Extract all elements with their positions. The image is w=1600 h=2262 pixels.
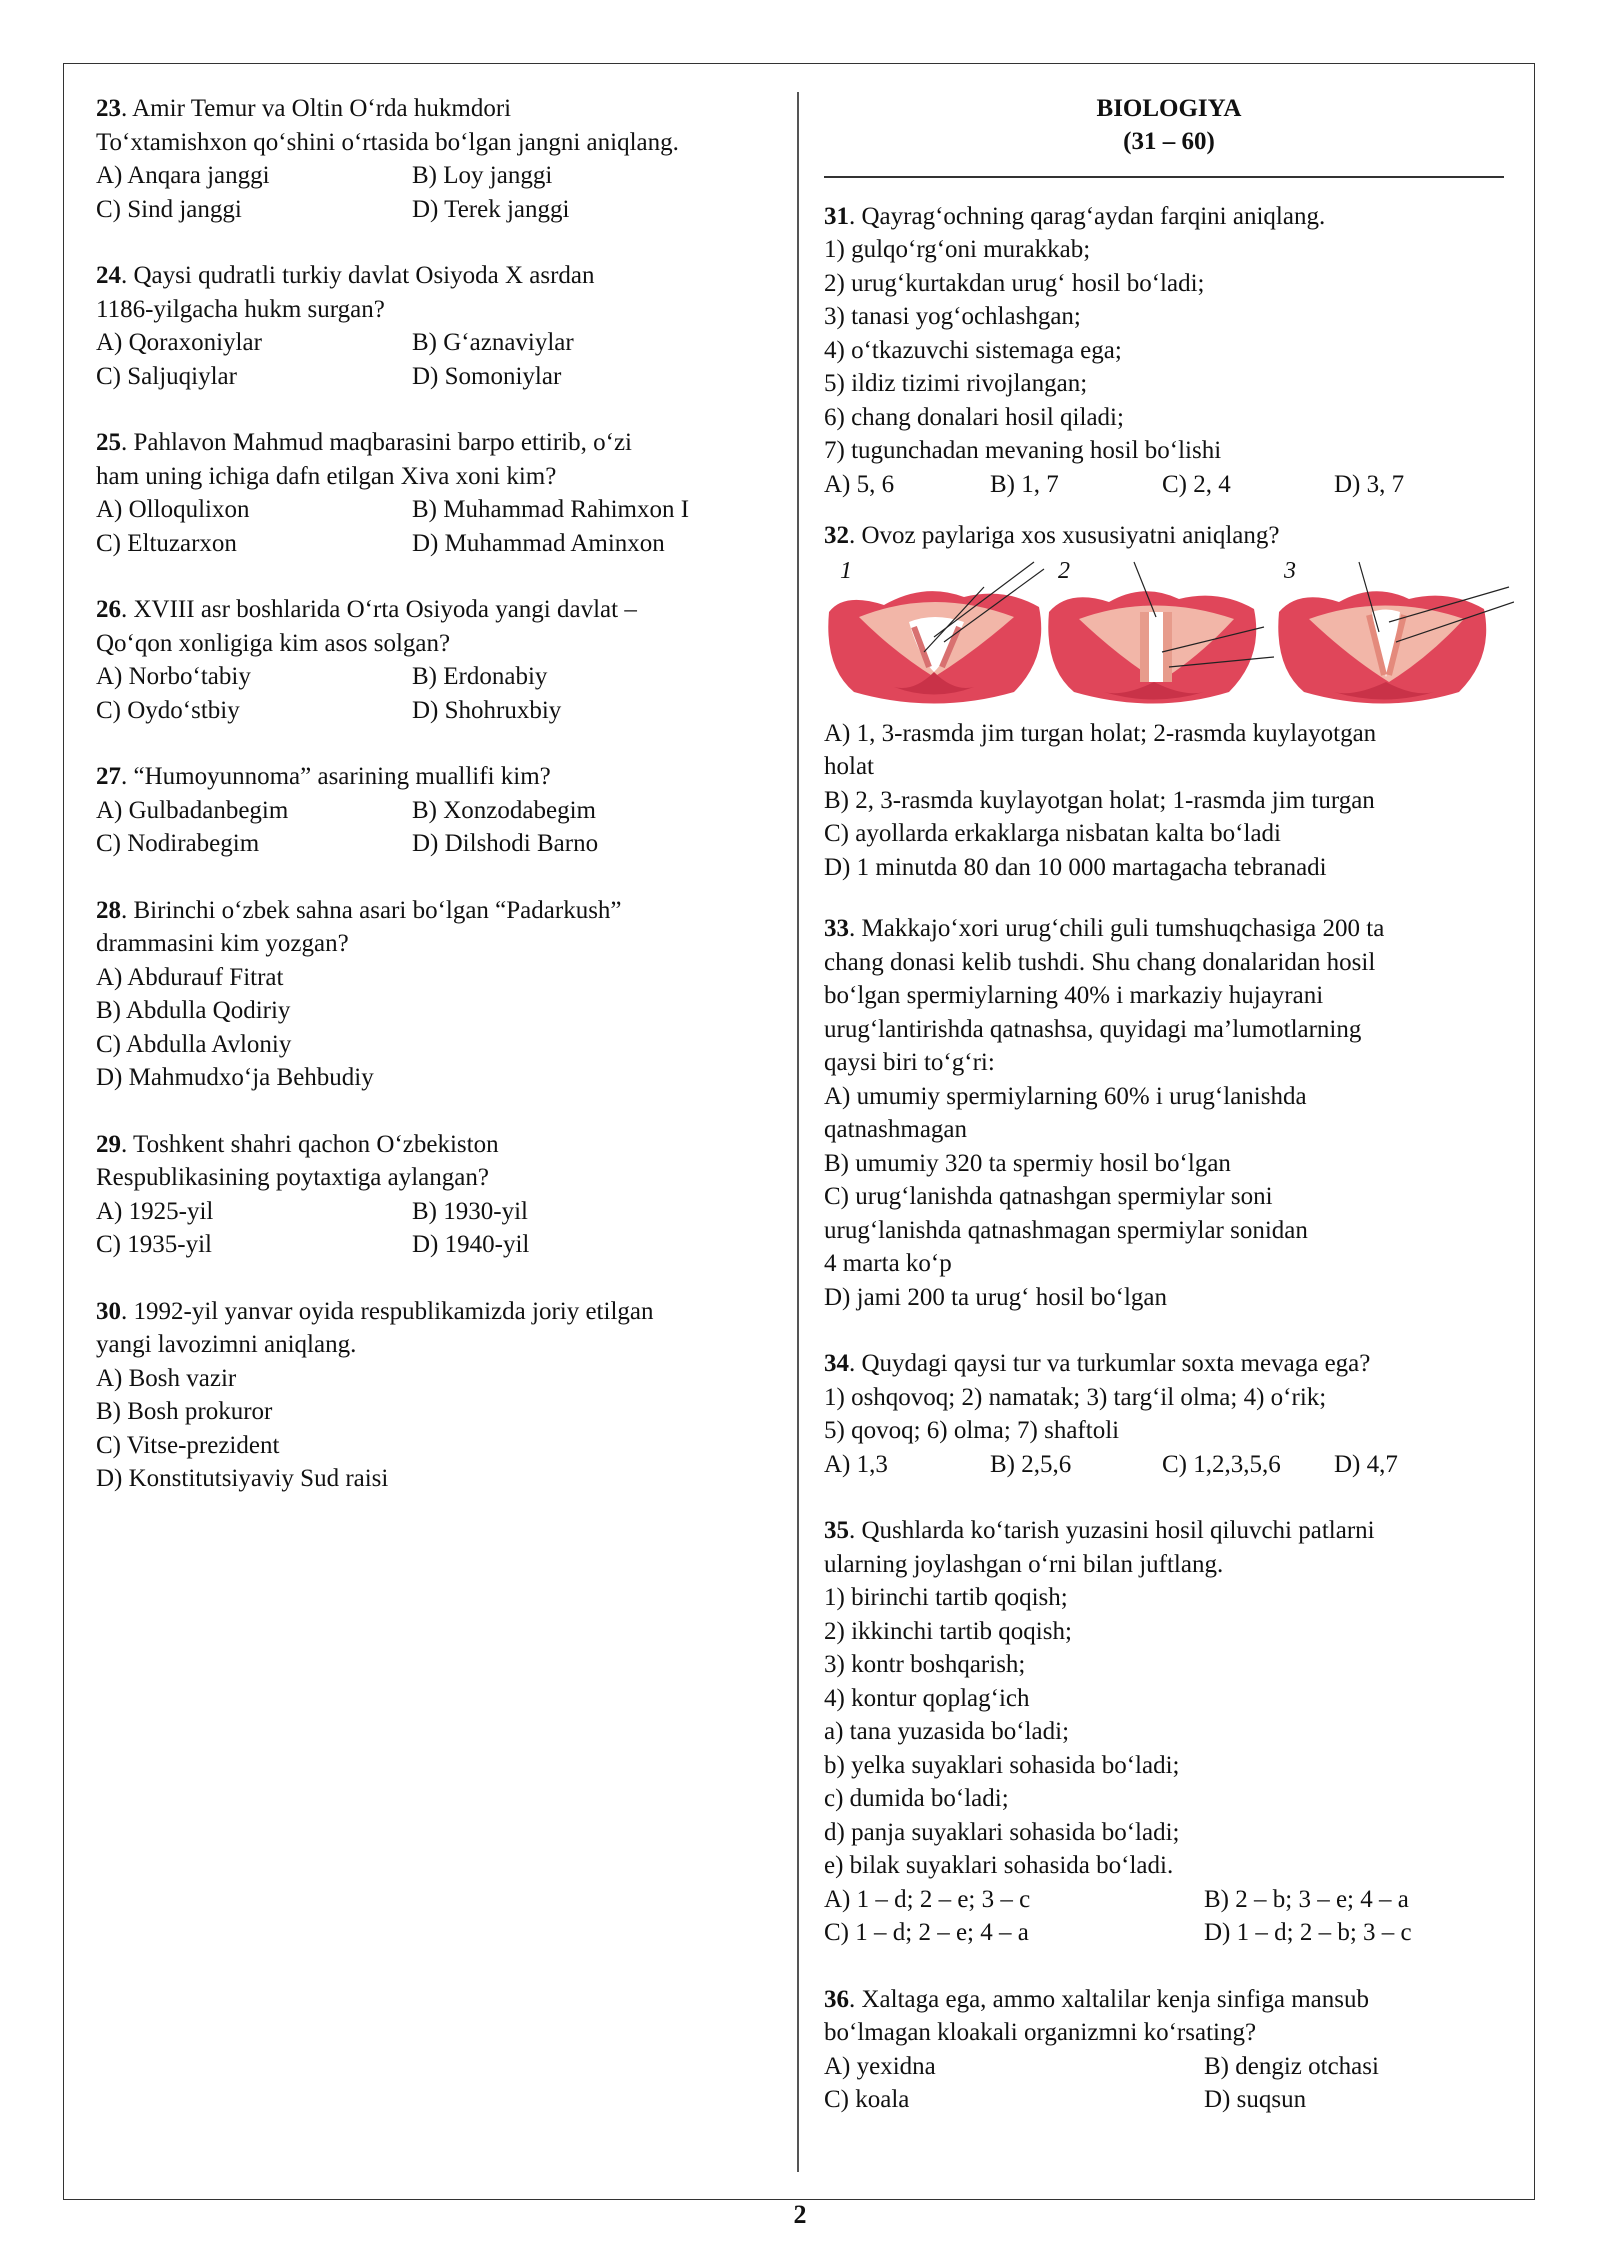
question-32: 32. Ovoz paylariga xos xususiyatni aniqlang? 1 2 3 A) 1, 3-rasmda jim turgan holat; 2-rasmda kuylayotgan holat B) 2, 3-rasmda kuylayotgan holat; 1-rasmda jim turgan C) ayollarda erkaklarga nisbatan kalta bo‘ladi D) 1 minutda 80 dan 10 000 martagacha tebranadi: [824, 519, 1514, 884]
answer-option: B) Bosh prokuror: [96, 1398, 273, 1425]
answer-options: [824, 468, 1514, 502]
answer-option: D) suqsun: [1204, 2086, 1307, 2113]
question-text-line: urug‘lantirishda qatnashsa, quyidagi ma’lumotlarning: [824, 1015, 1362, 1043]
answer-option: B) umumiy 320 ta spermiy hosil bo‘lgan: [824, 1149, 1231, 1177]
answer-option: B) 1930-yil: [412, 1197, 528, 1225]
answer-option: B) Loy janggi: [412, 162, 553, 189]
question-24: [96, 259, 786, 393]
question-text-line: Qo‘qon xonligiga kim asos solgan?: [96, 629, 451, 657]
answer-item: 1) oshqovoq; 2) namatak; 3) targ‘il olma; 4) o‘rik;: [824, 1383, 1327, 1411]
answer-option: A) umumiy spermiylarning 60% i urug‘lanishda: [824, 1082, 1307, 1110]
answer-item: 5) qovoq; 6) olma; 7) shaftoli: [824, 1417, 1120, 1444]
answer-option: C) ayollarda erkaklarga nisbatan kalta bo‘ladi: [824, 820, 1281, 847]
answer-option: D) Konstitutsiyaviy Sud raisi: [96, 1465, 389, 1492]
answer-option: D) Mahmudxo‘ja Behbudiy: [96, 1064, 374, 1091]
figure-label-1: 1: [840, 557, 852, 584]
answer-options: [824, 717, 1514, 885]
answer-option: A) Olloqulixon: [96, 496, 250, 523]
question-number: 33: [824, 915, 849, 942]
column-divider: [797, 92, 799, 2172]
question-text-line: 30. 1992-yil yanvar oyida respublikamizda joriy etilgan: [96, 1297, 654, 1325]
answer-option: B) 2,5,6: [990, 1450, 1072, 1478]
answer-option: D) 1 – d; 2 – b; 3 – c: [1204, 1919, 1412, 1946]
question-number: 23: [96, 95, 121, 122]
answer-options: [96, 493, 786, 560]
question-text-line: To‘xtamishxon qo‘shini o‘rtasida bo‘lgan jangni aniqlang.: [96, 128, 679, 156]
question-29: [96, 1128, 786, 1262]
question-text: Ovoz paylariga xos xususiyatni aniqlang?: [861, 522, 1280, 549]
question-text-line: ham uning ichiga dafn etilgan Xiva xoni kim?: [96, 462, 557, 490]
question-text-line: drammasini kim yozgan?: [96, 930, 349, 957]
answer-options: [96, 660, 786, 727]
answer-option: C) koala: [824, 2086, 910, 2113]
question-28: [96, 894, 786, 1095]
question-text: [96, 426, 786, 493]
question-number: 32: [824, 522, 849, 549]
question-number: 31: [824, 202, 849, 230]
question-number: 30: [96, 1297, 121, 1325]
answer-option: B) G‘aznaviylar: [412, 329, 574, 356]
answer-options: [824, 1883, 1514, 1950]
question-number: 35: [824, 1517, 849, 1544]
answer-options: [824, 1080, 1514, 1315]
answer-item: d) panja suyaklari sohasida bo‘ladi;: [824, 1818, 1180, 1846]
answer-item: 1) gulqo‘rg‘oni murakkab;: [824, 236, 1091, 263]
header-rule: [824, 176, 1504, 178]
question-text: [96, 1128, 786, 1195]
answer-option: C) urug‘lanishda qatnashgan spermiylar soni: [824, 1183, 1273, 1210]
answer-option: urug‘lanishda qatnashmagan spermiylar sonidan: [824, 1216, 1308, 1244]
question-text-line: 23. Amir Temur va Oltin O‘rda hukmdori: [96, 95, 512, 122]
question-35: [824, 1514, 1514, 1950]
answer-option: B) dengiz otchasi: [1204, 2052, 1379, 2080]
question-text: [96, 92, 786, 159]
question-text-line: qaysi biri to‘g‘ri:: [824, 1049, 995, 1076]
answer-item: c) dumida bo‘ladi;: [824, 1785, 1009, 1812]
section-range: (31 – 60): [1123, 128, 1215, 155]
vocal-cords-figure: [824, 557, 1514, 707]
question-number: 26: [96, 596, 121, 623]
right-column: [824, 92, 1514, 2150]
answer-option: C) 2, 4: [1162, 470, 1231, 498]
answer-option: qatnashmagan: [824, 1116, 968, 1143]
answer-option: B) Xonzodabegim: [412, 796, 596, 824]
answer-option: C) Nodirabegim: [96, 830, 260, 857]
answer-option: D) 1 minutda 80 dan 10 000 martagacha tebranadi: [824, 853, 1327, 881]
answer-option: D) 1940-yil: [412, 1231, 530, 1258]
larynx-image-3: [1278, 562, 1514, 704]
answer-option: B) 1, 7: [990, 470, 1059, 498]
question-number: 27: [96, 763, 121, 790]
answer-options: [96, 326, 786, 393]
answer-option: A) Qoraxoniylar: [96, 329, 262, 356]
question-30: [96, 1295, 786, 1496]
history-questions: [96, 92, 786, 1496]
question-text-line: 33. Makkajo‘xori urug‘chili guli tumshuqchasiga 200 ta: [824, 915, 1385, 942]
answer-option: C) 1935-yil: [96, 1231, 212, 1258]
answer-item: 4) kontur qoplag‘ich: [824, 1684, 1030, 1712]
answer-option: D) Shohruxbiy: [412, 696, 562, 724]
answer-options: [96, 1195, 786, 1262]
answer-option: holat: [824, 753, 874, 780]
answer-item: 2) urug‘kurtakdan urug‘ hosil bo‘ladi;: [824, 269, 1205, 297]
question-text: [96, 894, 786, 961]
answer-option: B) Abdulla Qodiriy: [96, 997, 291, 1024]
answer-option: A) Norbo‘tabiy: [96, 663, 251, 690]
question-text-line: 25. Pahlavon Mahmud maqbarasini barpo ettirib, o‘zi: [96, 429, 632, 456]
question-text-line: chang donasi kelib tushdi. Shu chang donalaridan hosil: [824, 948, 1376, 976]
answer-option: A) 1, 3-rasmda jim turgan holat; 2-rasmda kuylayotgan: [824, 719, 1377, 747]
answer-option: C) Vitse-prezident: [96, 1431, 280, 1459]
question-text: [96, 760, 786, 794]
answer-option: A) 5, 6: [824, 470, 895, 498]
question-36: [824, 1983, 1514, 2117]
answer-item: 3) kontr boshqarish;: [824, 1651, 1026, 1678]
answer-option: A) Anqara janggi: [96, 162, 270, 189]
answer-item: e) bilak suyaklari sohasida bo‘ladi.: [824, 1852, 1174, 1879]
answer-item: 6) chang donalari hosil qiladi;: [824, 403, 1124, 431]
question-27: [96, 760, 786, 861]
question-text-line: 24. Qaysi qudratli turkiy davlat Osiyoda X asrdan: [96, 262, 595, 289]
answer-option: A) Gulbadanbegim: [96, 796, 289, 824]
left-column: [96, 92, 786, 1529]
figure-label-3: 3: [1284, 557, 1296, 584]
answer-option: D) Somoniylar: [412, 362, 562, 390]
question-25: [96, 426, 786, 560]
answer-option: D) Terek janggi: [412, 195, 570, 223]
section-title: BIOLOGIYA: [1096, 95, 1242, 122]
question-number: 29: [96, 1130, 121, 1158]
question-text: [96, 593, 786, 660]
question-31: 31. Qayrag‘ochning qarag‘aydan farqini aniqlang. 1) gulqo‘rg‘oni murakkab; 2) urug‘kurtakdan urug‘ hosil bo‘ladi; 3) tanasi yog‘ochlashgan; 4) o‘tkazuvchi sistemaga ega; 5) ildiz tizimi rivojlangan; 6) chang donalari hosil qiladi; 7) tugunchadan mevaning hosil bo‘lishi A) 5, 6 B) 1, 7 C) 2, 4 D) 3, 7: [824, 200, 1514, 502]
question-text-line: bo‘lgan spermiylarning 40% i markaziy hujayrani: [824, 982, 1324, 1009]
answer-option: D) 4,7: [1334, 1450, 1398, 1478]
question-text: [96, 1295, 786, 1362]
question-text: Quydagi qaysi tur va turkumlar soxta mevaga ega?: [861, 1350, 1371, 1377]
question-number: 36: [824, 1985, 849, 2013]
question-23: [96, 92, 786, 226]
answer-option: C) Sind janggi: [96, 195, 242, 223]
answer-item: 1) birinchi tartib qoqish;: [824, 1584, 1068, 1611]
question-text-line: bo‘lmagan kloakali organizmni ko‘rsating?: [824, 2019, 1257, 2046]
answer-item: 4) o‘tkazuvchi sistemaga ega;: [824, 336, 1122, 364]
question-text: [96, 259, 786, 326]
answer-option: C) Saljuqiylar: [96, 362, 237, 390]
question-text-line: 36. Xaltaga ega, ammo xaltalilar kenja sinfiga mansub: [824, 1985, 1369, 2013]
answer-item: 2) ikkinchi tartib qoqish;: [824, 1617, 1072, 1645]
answer-option: C) Eltuzarxon: [96, 529, 237, 557]
answer-option: C) 1,2,3,5,6: [1162, 1450, 1281, 1478]
question-34: 34. Quydagi qaysi tur va turkumlar soxta mevaga ega? 1) oshqovoq; 2) namatak; 3) targ‘il olma; 4) o‘rik; 5) qovoq; 6) olma; 7) shaftoli A) 1,3 B) 2,5,6 C) 1,2,3,5,6 D) 4,7: [824, 1347, 1514, 1481]
answer-items: [824, 1381, 1514, 1448]
question-number: 28: [96, 896, 121, 924]
answer-option: D) Dilshodi Barno: [412, 830, 599, 857]
answer-options: [824, 2050, 1514, 2117]
answer-item: 3) tanasi yog‘ochlashgan;: [824, 303, 1081, 330]
larynx-image-1: [828, 562, 1044, 704]
answer-option: D) 3, 7: [1334, 470, 1405, 498]
answer-option: B) Muhammad Rahimxon I: [412, 496, 690, 523]
page-number: 2: [793, 2200, 807, 2229]
answer-options: [824, 1448, 1514, 1482]
question-text-line: Respublikasining poytaxtiga aylangan?: [96, 1164, 489, 1191]
figure-label-2: 2: [1058, 557, 1070, 584]
answer-item: 7) tugunchadan mevaning hosil bo‘lishi: [824, 437, 1222, 464]
answer-item: a) tana yuzasida bo‘ladi;: [824, 1718, 1070, 1745]
answer-option: B) Erdonabiy: [412, 663, 548, 690]
section-header: [824, 92, 1514, 158]
question-text-line: 26. XVIII asr boshlarida O‘rta Osiyoda yangi davlat –: [96, 596, 637, 623]
answer-option: B) 2 – b; 3 – e; 4 – a: [1204, 1885, 1409, 1913]
question-text-line: 35. Qushlarda ko‘tarish yuzasini hosil qiluvchi patlarni: [824, 1517, 1375, 1544]
larynx-image-2: [1048, 562, 1274, 704]
question-text-line: 27. “Humoyunnoma” asarining muallifi kim?: [96, 763, 551, 790]
answer-option: C) 1 – d; 2 – e; 4 – a: [824, 1919, 1029, 1946]
question-number: 25: [96, 429, 121, 456]
answer-option: A) 1,3: [824, 1450, 888, 1478]
answer-option: B) 2, 3-rasmda kuylayotgan holat; 1-rasmda jim turgan: [824, 786, 1375, 814]
answer-option: C) Abdulla Avloniy: [96, 1030, 292, 1058]
answer-option: A) Abdurauf Fitrat: [96, 963, 284, 991]
question-text: Qayrag‘ochning qarag‘aydan farqini aniqlang.: [861, 202, 1326, 230]
answer-option: A) 1925-yil: [96, 1197, 214, 1225]
answer-option: A) Bosh vazir: [96, 1364, 237, 1392]
answer-options: [96, 794, 786, 861]
question-text: [824, 1983, 1514, 2050]
question-text-line: 1186-yilgacha hukm surgan?: [96, 295, 385, 323]
question-number: 34: [824, 1350, 849, 1377]
question-26: [96, 593, 786, 727]
answer-items: [824, 233, 1514, 468]
answer-option: A) yexidna: [824, 2052, 936, 2080]
question-text: [824, 912, 1514, 1080]
question-text: [824, 1514, 1514, 1581]
vocal-cords-illustration: [824, 557, 1514, 707]
answer-item: b) yelka suyaklari sohasida bo‘ladi;: [824, 1751, 1180, 1779]
answer-items: [824, 1581, 1514, 1883]
answer-option: D) Muhammad Aminxon: [412, 529, 665, 557]
answer-item: 5) ildiz tizimi rivojlangan;: [824, 370, 1088, 397]
answer-option: A) 1 – d; 2 – e; 3 – c: [824, 1885, 1031, 1913]
question-text-line: ularning joylashgan o‘rni bilan juftlang.: [824, 1550, 1224, 1578]
answer-options: [96, 159, 786, 226]
question-33: [824, 912, 1514, 1314]
question-text-line: yangi lavozimni aniqlang.: [96, 1331, 357, 1358]
answer-option: 4 marta ko‘p: [824, 1250, 952, 1277]
question-text-line: 28. Birinchi o‘zbek sahna asari bo‘lgan “Padarkush”: [96, 896, 622, 924]
answer-option: C) Oydo‘stbiy: [96, 696, 240, 724]
question-number: 24: [96, 262, 121, 289]
question-text-line: 29. Toshkent shahri qachon O‘zbekiston: [96, 1130, 499, 1158]
answer-option: D) jami 200 ta urug‘ hosil bo‘lgan: [824, 1283, 1167, 1311]
